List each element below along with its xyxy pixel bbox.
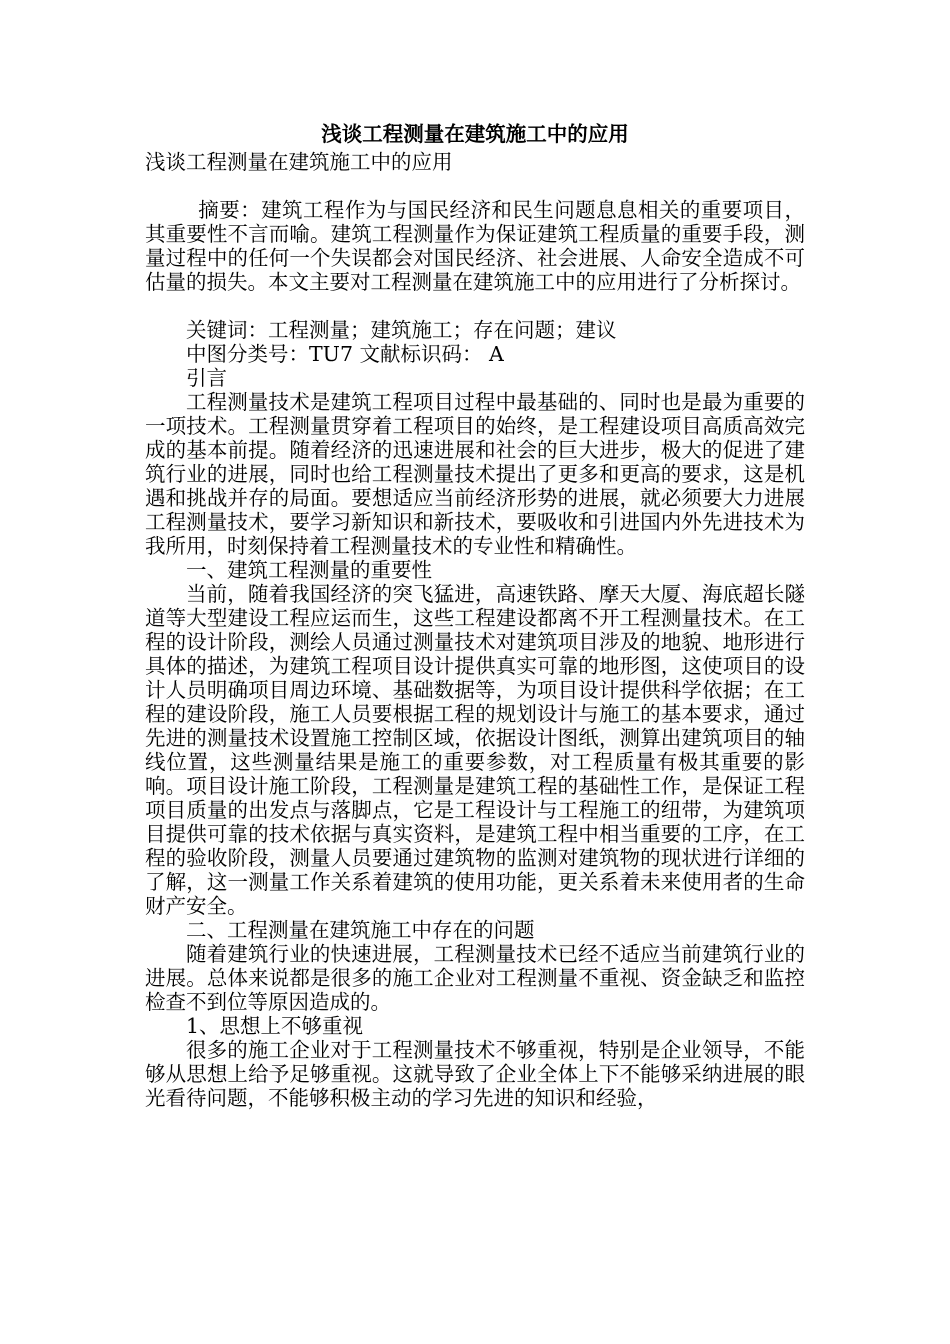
- document-title: 浅谈工程测量在建筑施工中的应用: [321, 122, 629, 146]
- blank-line: [145, 294, 805, 318]
- document-subtitle: 浅谈工程测量在建筑施工中的应用: [145, 150, 453, 174]
- subsection1-heading: 1、思想上不够重视: [186, 1014, 364, 1038]
- section1-heading: 一、建筑工程测量的重要性: [186, 558, 432, 582]
- section2-paragraph: 随着建筑行业的快速进展，工程测量技术已经不适应当前建筑行业的进展。总体来说都是很多的施工企业对工程测量不重视、资金缺乏和监控检查不到位等原因造成的。: [145, 942, 805, 1014]
- classification-line: 中图分类号：TU7 文献标识码： A: [186, 342, 504, 366]
- subsection1-paragraph: 很多的施工企业对于工程测量技术不够重视，特别是企业领导，不能够从思想上给予足够重视。这就导致了企业全体上下不能够采纳进展的眼光看待问题，不能够积极主动的学习先进的知识和经验，: [145, 1038, 805, 1110]
- intro-heading: 引言: [186, 366, 227, 390]
- document-body: [145, 118, 805, 1110]
- blank-line: [145, 174, 805, 198]
- section2-heading: 二、工程测量在建筑施工中存在的问题: [186, 918, 535, 942]
- keywords-line: 关键词：工程测量；建筑施工；存在问题；建议: [186, 318, 617, 342]
- intro-paragraph: 工程测量技术是建筑工程项目过程中最基础的、同时也是最为重要的一项技术。工程测量贯穿着工程项目的始终，是工程建设项目高质高效完成的基本前提。随着经济的迅速进展和社会的巨大进步，极大的促进了建筑行业的进展，同时也给工程测量技术提出了更多和更高的要求，这是机遇和挑战并存的局面。要想适应当前经济形势的进展，就必须要大力进展工程测量技术，要学习新知识和新技术，要吸收和引进国内外先进技术为我所用，时刻保持着工程测量技术的专业性和精确性。: [145, 390, 805, 558]
- section1-paragraph: 当前，随着我国经济的突飞猛进，高速铁路、摩天大厦、海底超长隧道等大型建设工程应运而生，这些工程建设都离不开工程测量技术。在工程的设计阶段，测绘人员通过测量技术对建筑项目涉及的地貌、地形进行具体的描述，为建筑工程项目设计提供真实可靠的地形图，这使项目的设计人员明确项目周边环境、基础数据等，为项目设计提供科学依据；在工程的建设阶段，施工人员要根据工程的规划设计与施工的基本要求，通过先进的测量技术设置施工控制区域，依据设计图纸，测算出建筑项目的轴线位置，这些测量结果是施工的重要参数，对工程质量有极其重要的影响。项目设计施工阶段，工程测量是建筑工程的基础性工作，是保证工程项目质量的出发点与落脚点，它是工程设计与工程施工的纽带，为建筑项目提供可靠的技术依据与真实资料，是建筑工程中相当重要的工序，在工程的验收阶段，测量人员要通过建筑物的监测对建筑物的现状进行详细的了解，这一测量工作关系着建筑的使用功能，更关系着未来使用者的生命财产安全。: [145, 582, 805, 918]
- abstract-paragraph: 摘要：建筑工程作为与国民经济和民生问题息息相关的重要项目，其重要性不言而喻。建筑工程测量作为保证建筑工程质量的重要手段，测量过程中的任何一个失误都会对国民经济、社会进展、人命安全造成不可估量的损失。本文主要对工程测量在建筑施工中的应用进行了分析探讨。: [145, 198, 805, 294]
